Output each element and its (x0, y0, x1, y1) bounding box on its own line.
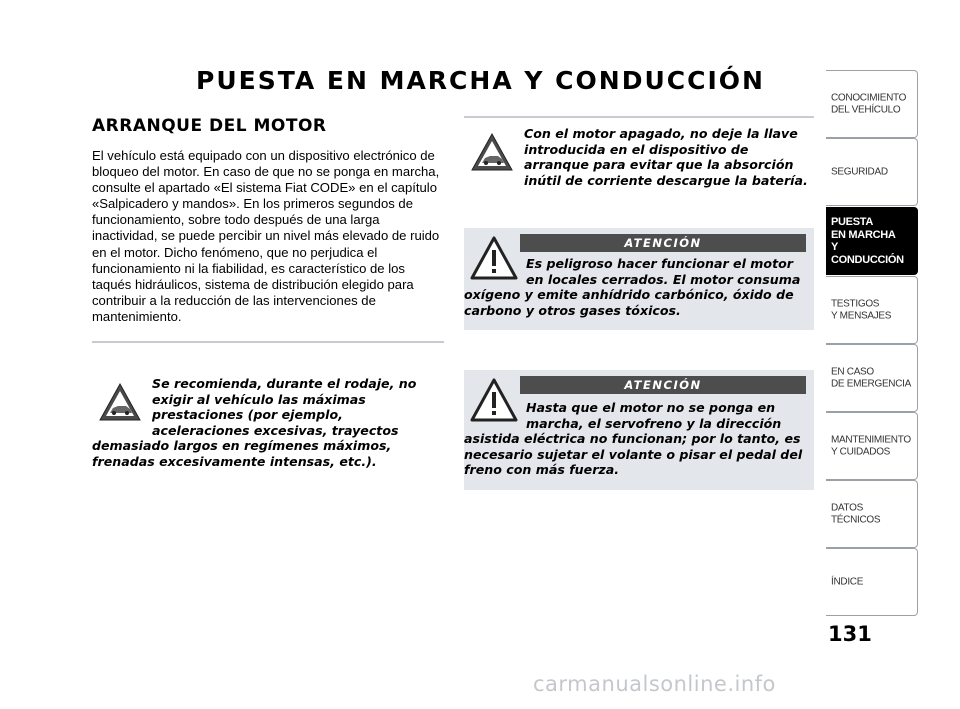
tab-datos-tecnicos[interactable] (826, 480, 918, 548)
warning-triangle-icon (470, 378, 518, 422)
warning-triangle-icon (470, 236, 518, 280)
note-llave-text: Con el motor apagado, no deje la llave introducida en el dispositivo de arranque para evitar que la absorción inútil de corriente descargue la batería. (524, 126, 808, 188)
tab-indice[interactable] (826, 548, 918, 616)
page-title: PUESTA EN MARCHA Y CONDUCCIÓN (196, 66, 765, 95)
tab-label: MANTENIMIENTO Y CUIDADOS (831, 434, 911, 457)
note-rodaje (92, 376, 442, 470)
divider-left (92, 341, 444, 343)
tab-label: SEGURIDAD (831, 166, 888, 178)
tab-conocimiento[interactable] (826, 70, 918, 138)
warning-text (464, 256, 804, 318)
divider-right (464, 116, 814, 118)
note-llave (464, 126, 810, 188)
tab-label: TESTIGOS Y MENSAJES (831, 298, 892, 321)
tab-mantenimiento[interactable] (826, 412, 918, 480)
tab-label: PUESTA EN MARCHA Y CONDUCCIÓN (831, 216, 904, 266)
warning-text-2: Hasta que el motor no se ponga en marcha, el servofreno y la dirección asistida eléctrica no funcionan; por lo tanto, es necesario sujetar el volante o pisar el pedal del freno con más fuerza. (464, 400, 803, 478)
warning-header: ATENCIÓN (520, 376, 806, 394)
warning-header: ATENCIÓN (520, 234, 806, 252)
warning-text-1: Es peligroso hacer funcionar el motor en locales cerrados. El motor consuma oxígeno y emite anhídrido carbónico, óxido de carbono y otros gases tóxicos. (464, 256, 801, 318)
tab-seguridad[interactable] (826, 138, 918, 206)
car-triangle-icon (470, 132, 514, 172)
page-number: 131 (828, 622, 872, 646)
warning-text (464, 400, 804, 478)
tab-label: EN CASO DE EMERGENCIA (831, 366, 912, 389)
tab-label: CONOCIMIENTO DEL VEHÍCULO (831, 92, 907, 115)
tab-label: DATOS TÉCNICOS (831, 502, 881, 525)
body-paragraph: El vehículo está equipado con un dispositivo electrónico de bloqueo del motor. En caso de que no se ponga en marcha, consulte el apartado «El sistema Fiat CODE» en el capítulo «Salpicadero y mandos». En los primeros segundos de funcionamiento, sobre todo después de una larga inactividad, se puede percibir un nivel más elevado de ruido en el motor. Dicho fenómeno, que no perjudica el funcionamiento ni la fiabilidad, es característico de los taqués hidráulicos, sistema de distribución elegido para contribuir a la reducción de las intervenciones de mantenimiento. (92, 148, 440, 324)
tab-emergencia[interactable] (826, 344, 918, 412)
car-triangle-icon (98, 382, 142, 422)
warning-box-1 (464, 228, 814, 330)
note-rodaje-text: Se recomienda, durante el rodaje, no exigir al vehículo las máximas prestaciones (por ejemplo, aceleraciones excesivas, trayectos demasiado largos en regímenes máximos, frenadas excesivamente intensas, etc.). (92, 376, 417, 469)
warning-box-2 (464, 370, 814, 490)
tab-label: ÍNDICE (831, 576, 864, 588)
tab-puesta-en-marcha[interactable] (826, 207, 918, 275)
tab-testigos[interactable] (826, 276, 918, 344)
watermark: carmanualsonline.info (533, 672, 776, 696)
section-title: ARRANQUE DEL MOTOR (92, 116, 327, 136)
